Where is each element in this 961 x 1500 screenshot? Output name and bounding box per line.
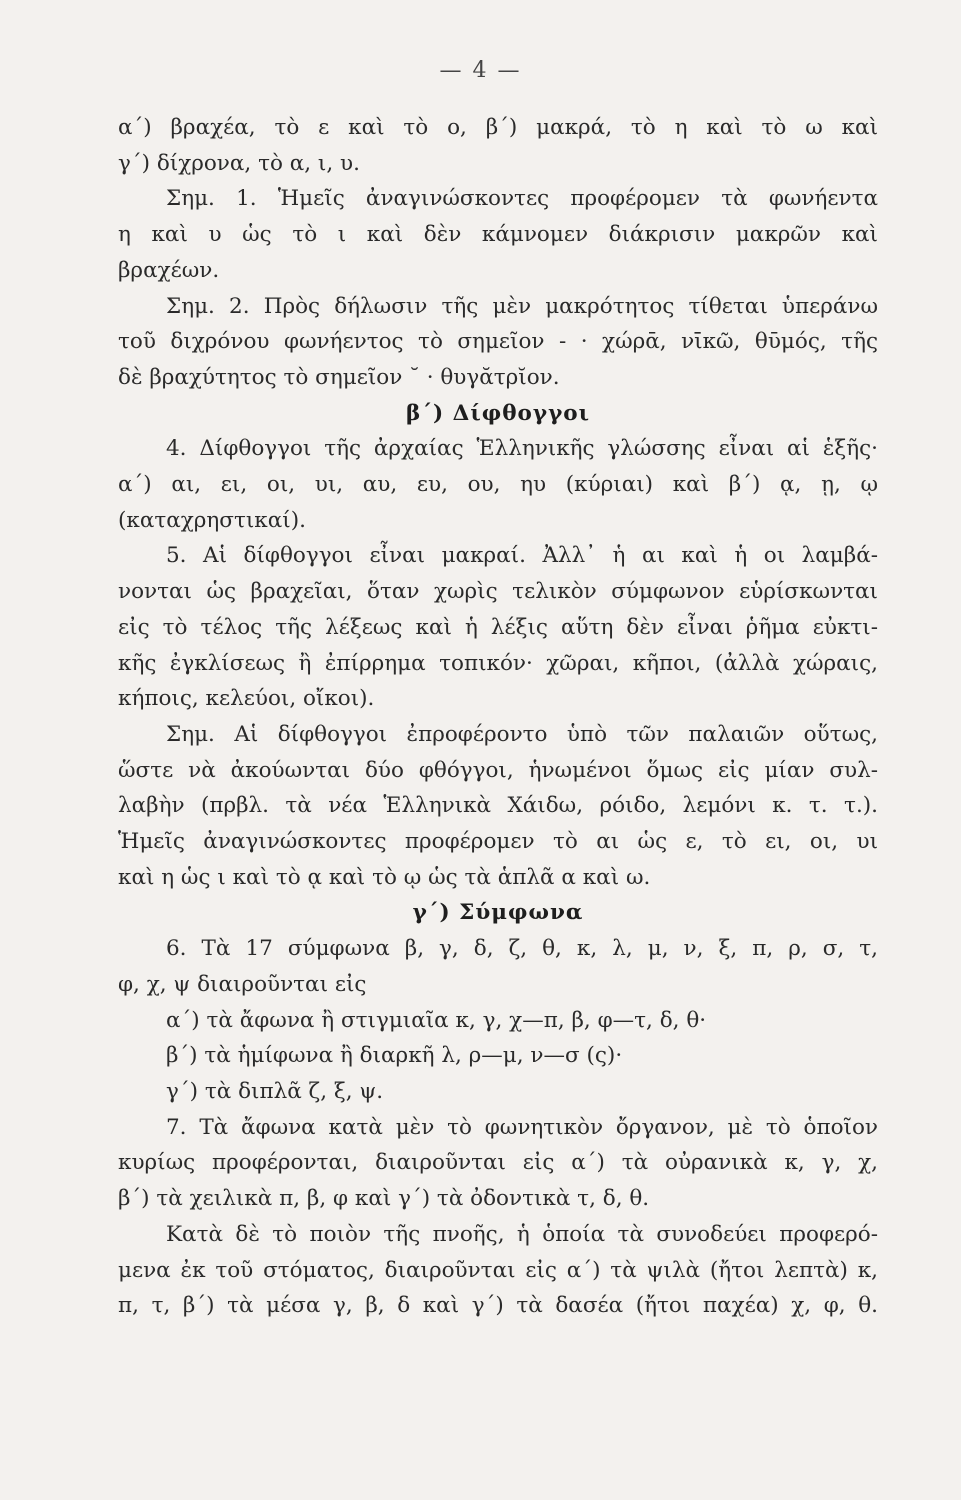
text-line: η καὶ υ ὡς τὸ ι καὶ δὲν κάμνομεν διάκρισιν μακρῶν καὶ bbox=[118, 222, 878, 248]
text-line: νονται ὡς βραχεῖαι, ὅταν χωρὶς τελικὸν σύμφωνον εὑρίσκωνται bbox=[118, 579, 878, 605]
text-line: Ἡμεῖς ἀναγινώσκοντες προφέρομεν τὸ αι ὡς ε, τὸ ει, οι, υι bbox=[118, 829, 878, 855]
text-line: (καταχρηστικαί). bbox=[118, 507, 306, 533]
text-line: ὥστε νὰ ἀκούωνται δύο φθόγγοι, ἡνωμένοι ὅμως εἰς μίαν συλ- bbox=[118, 757, 878, 783]
text-line: μενα ἐκ τοῦ στόματος, διαιροῦνται εἰς α΄) τὰ ψιλὰ (ἤτοι λεπτὰ) κ, bbox=[118, 1257, 878, 1283]
text-line: καὶ η ὡς ι καὶ τὸ ᾳ καὶ τὸ ῳ ὡς τὰ ἁπλᾶ α καὶ ω. bbox=[118, 864, 651, 890]
text-line: γ΄) δίχρονα, τὸ α, ι, υ. bbox=[118, 150, 360, 176]
text-line: α΄) βραχέα, τὸ ε καὶ τὸ ο, β΄) μακρά, τὸ η καὶ τὸ ω καὶ bbox=[118, 115, 878, 140]
page-body bbox=[118, 110, 878, 1324]
text-line: κήποις, κελεύοι, οἴκοι). bbox=[118, 686, 375, 712]
text-line: Σημ. 1. Ἡμεῖς ἀναγινώσκοντες προφέρομεν τὰ φωνήεντα bbox=[166, 186, 878, 212]
text-line: α΄) τὰ ἄφωνα ἢ στιγμιαῖα κ, γ, χ—π, β, φ—τ, δ, θ· bbox=[166, 1007, 707, 1033]
text-line: γ΄) τὰ διπλᾶ ζ, ξ, ψ. bbox=[166, 1078, 384, 1104]
text-line: κυρίως προφέρονται, διαιροῦνται εἰς α΄) τὰ οὐρανικὰ κ, γ, χ, bbox=[118, 1150, 878, 1176]
text-line: 7. Τὰ ἄφωνα κατὰ μὲν τὸ φωνητικὸν ὄργανον, μὲ τὸ ὁποῖον bbox=[166, 1114, 878, 1140]
text-line: κῆς ἐγκλίσεως ἢ ἐπίρρημα τοπικόν· χῶραι, κῆποι, (ἀλλὰ χώραις, bbox=[118, 650, 878, 676]
section-heading-consonants: γ΄) Σύμφωνα bbox=[412, 900, 584, 926]
text-line: δὲ βραχύτητος τὸ σημεῖον ˘ · θυγᾰτρῐον. bbox=[118, 364, 560, 390]
text-line: 6. Τὰ 17 σύμφωνα β, γ, δ, ζ, θ, κ, λ, μ, ν, ξ, π, ρ, σ, τ, bbox=[166, 936, 878, 962]
text-line: Σημ. 2. Πρὸς δήλωσιν τῆς μὲν μακρότητος τίθεται ὑπεράνω bbox=[166, 293, 878, 319]
text-line: βραχέων. bbox=[118, 257, 220, 283]
text-line: τοῦ διχρόνου φωνήεντος τὸ σημεῖον - · χώρᾱ, νῑκῶ, θῡμός, τῆς bbox=[118, 329, 878, 355]
text-line: π, τ, β΄) τὰ μέσα γ, β, δ καὶ γ΄) τὰ δασέα (ἤτοι παχέα) χ, φ, θ. bbox=[118, 1293, 878, 1319]
text-line: 5. Αἱ δίφθογγοι εἶναι μακραί. Ἀλλ᾿ ἡ αι καὶ ἡ οι λαμβά- bbox=[166, 543, 878, 569]
page-number: — 4 — bbox=[439, 58, 522, 83]
text-line: Κατὰ δὲ τὸ ποιὸν τῆς πνοῆς, ἡ ὁποία τὰ συνοδεύει προφερό- bbox=[166, 1221, 878, 1247]
text-line: Σημ. Αἱ δίφθογγοι ἐπροφέροντο ὑπὸ τῶν παλαιῶν οὕτως, bbox=[166, 721, 878, 747]
text-line: φ, χ, ψ διαιροῦνται εἰς bbox=[118, 971, 367, 997]
text-line: β΄) τὰ ἡμίφωνα ἢ διαρκῆ λ, ρ—μ, ν—σ (ς)· bbox=[166, 1043, 623, 1069]
text-line: εἰς τὸ τέλος τῆς λέξεως καὶ ἡ λέξις αὕτη δὲν εἶναι ῥῆμα εὐκτι- bbox=[118, 614, 878, 640]
text-line: λαβὴν (πρβλ. τὰ νέα Ἑλληνικὰ Χάιδω, ρόιδο, λεμόνι κ. τ. τ.). bbox=[118, 793, 878, 819]
text-line: 4. Δίφθογγοι τῆς ἀρχαίας Ἑλληνικῆς γλώσσης εἶναι αἱ ἑξῆς· bbox=[166, 436, 878, 462]
text-line: β΄) τὰ χειλικὰ π, β, φ καὶ γ΄) τὰ ὀδοντικὰ τ, δ, θ. bbox=[118, 1186, 650, 1212]
section-heading-diphthongs: β΄) Δίφθογγοι bbox=[405, 400, 591, 426]
text-line: α΄) αι, ει, οι, υι, αυ, ευ, ου, ηυ (κύριαι) καὶ β΄) ᾳ, ῃ, ῳ bbox=[118, 472, 878, 498]
